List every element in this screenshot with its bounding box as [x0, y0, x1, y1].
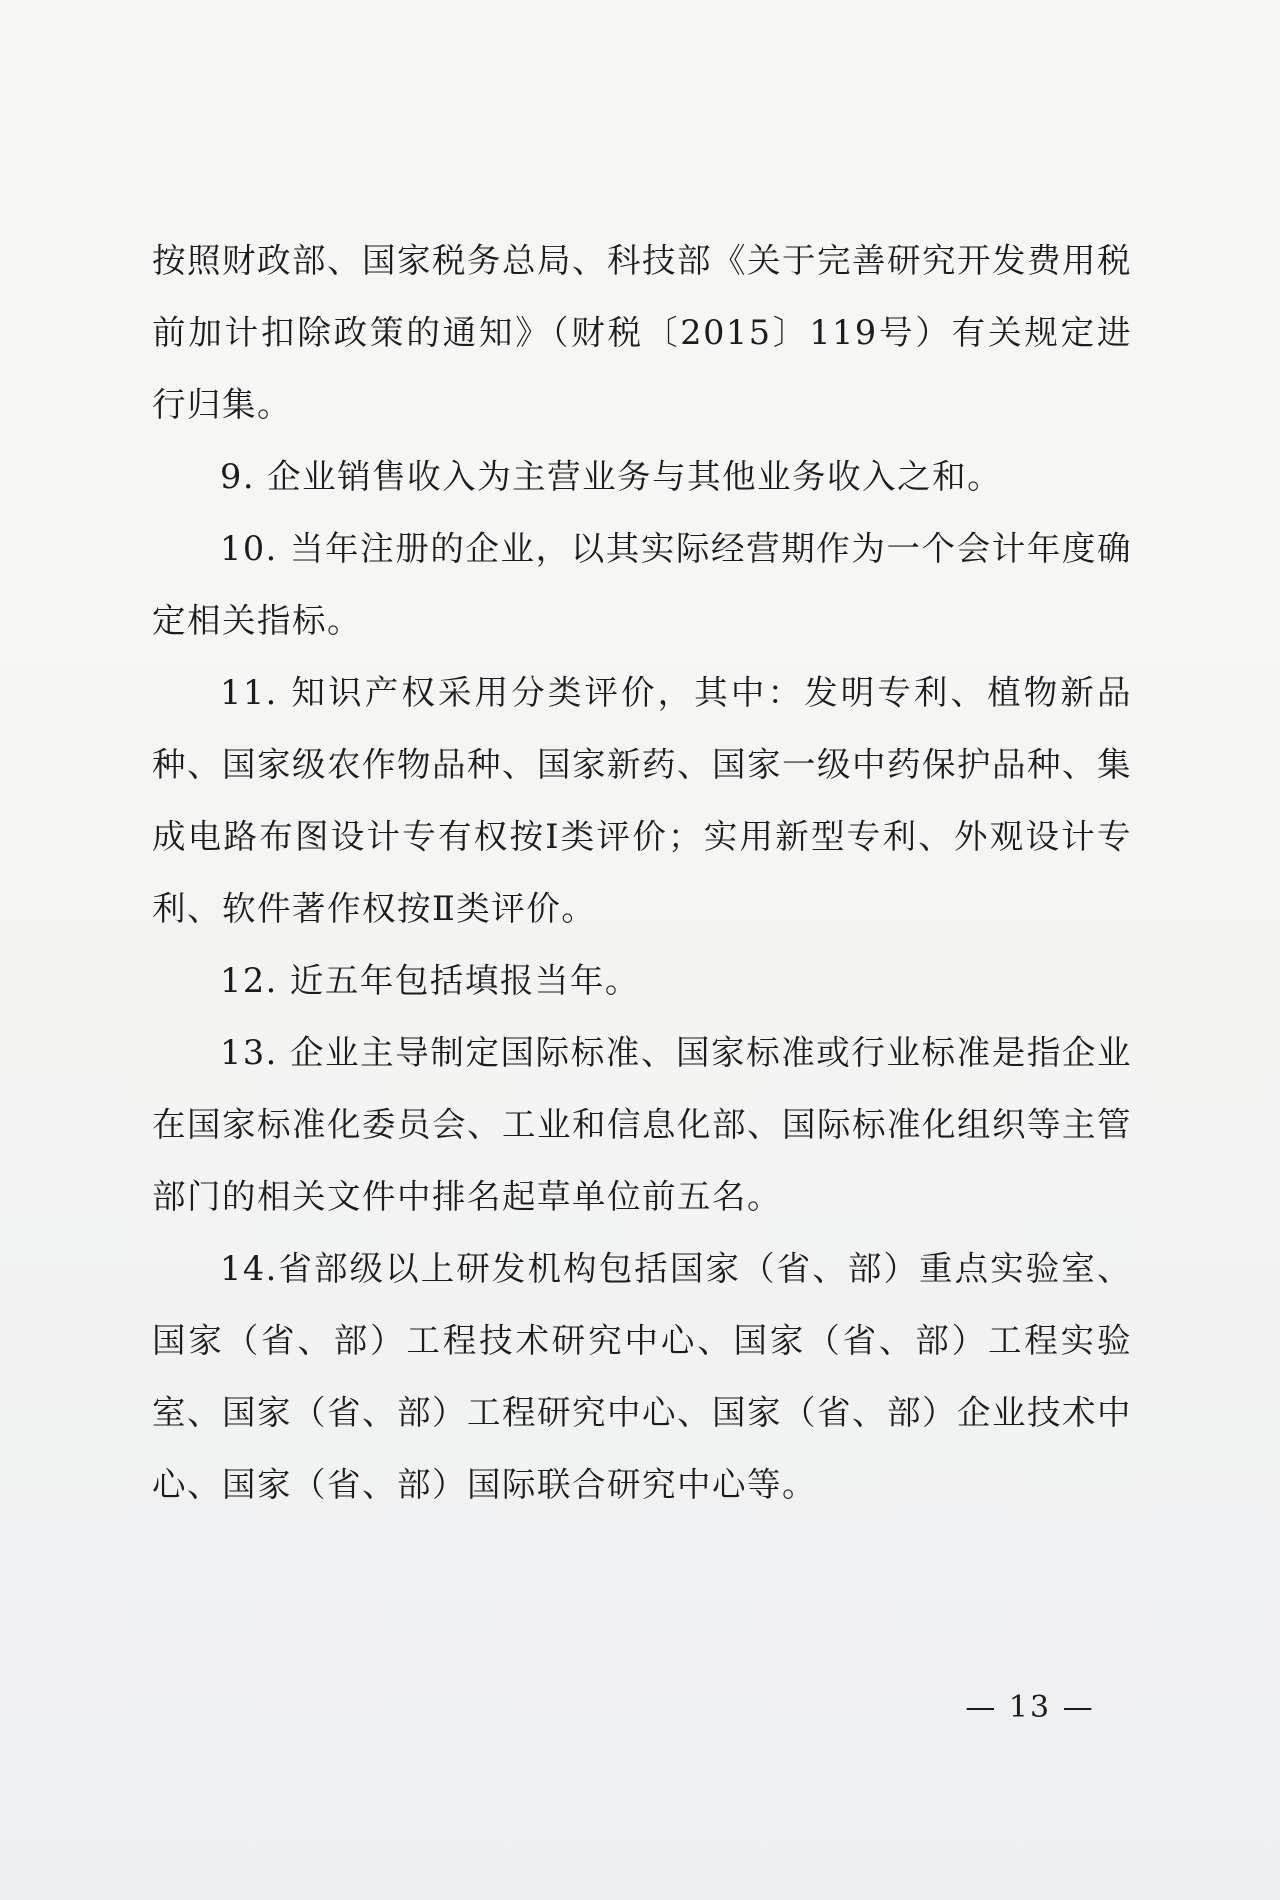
paragraph-item-13: 13. 企业主导制定国际标准、国家标准或行业标准是指企业在国家标准化委员会、工业和信息化部、国际标准化组织等主管部门的相关文件中排名起草单位前五名。 — [152, 1033, 1132, 1216]
paragraph-item-9: 9. 企业销售收入为主营业务与其他业务收入之和。 — [220, 457, 1003, 496]
paragraph-continuation: 按照财政部、国家税务总局、科技部《关于完善研究开发费用税前加计扣除政策的通知》（财税〔2015〕119号）有关规定进行归集。 — [152, 241, 1132, 424]
paragraph-item-14: 14.省部级以上研发机构包括国家（省、部）重点实验室、国家（省、部）工程技术研究中心、国家（省、部）工程实验室、国家（省、部）工程研究中心、国家（省、部）企业技术中心、国家（省、部）国际联合研究中心等。 — [152, 1249, 1132, 1504]
paragraph-item-10: 10. 当年注册的企业，以其实际经营期作为一个会计年度确定相关指标。 — [152, 529, 1132, 640]
paragraph-item-11: 11. 知识产权采用分类评价，其中：发明专利、植物新品种、国家级农作物品种、国家新药、国家一级中药保护品种、集成电路布图设计专有权按Ⅰ类评价；实用新型专利、外观设计专利、软件著作权按Ⅱ类评价。 — [152, 673, 1132, 928]
document-body — [152, 225, 1132, 1521]
page-number: — 13 — — [965, 1690, 1095, 1725]
paragraph-item-12: 12. 近五年包括填报当年。 — [220, 961, 640, 1000]
